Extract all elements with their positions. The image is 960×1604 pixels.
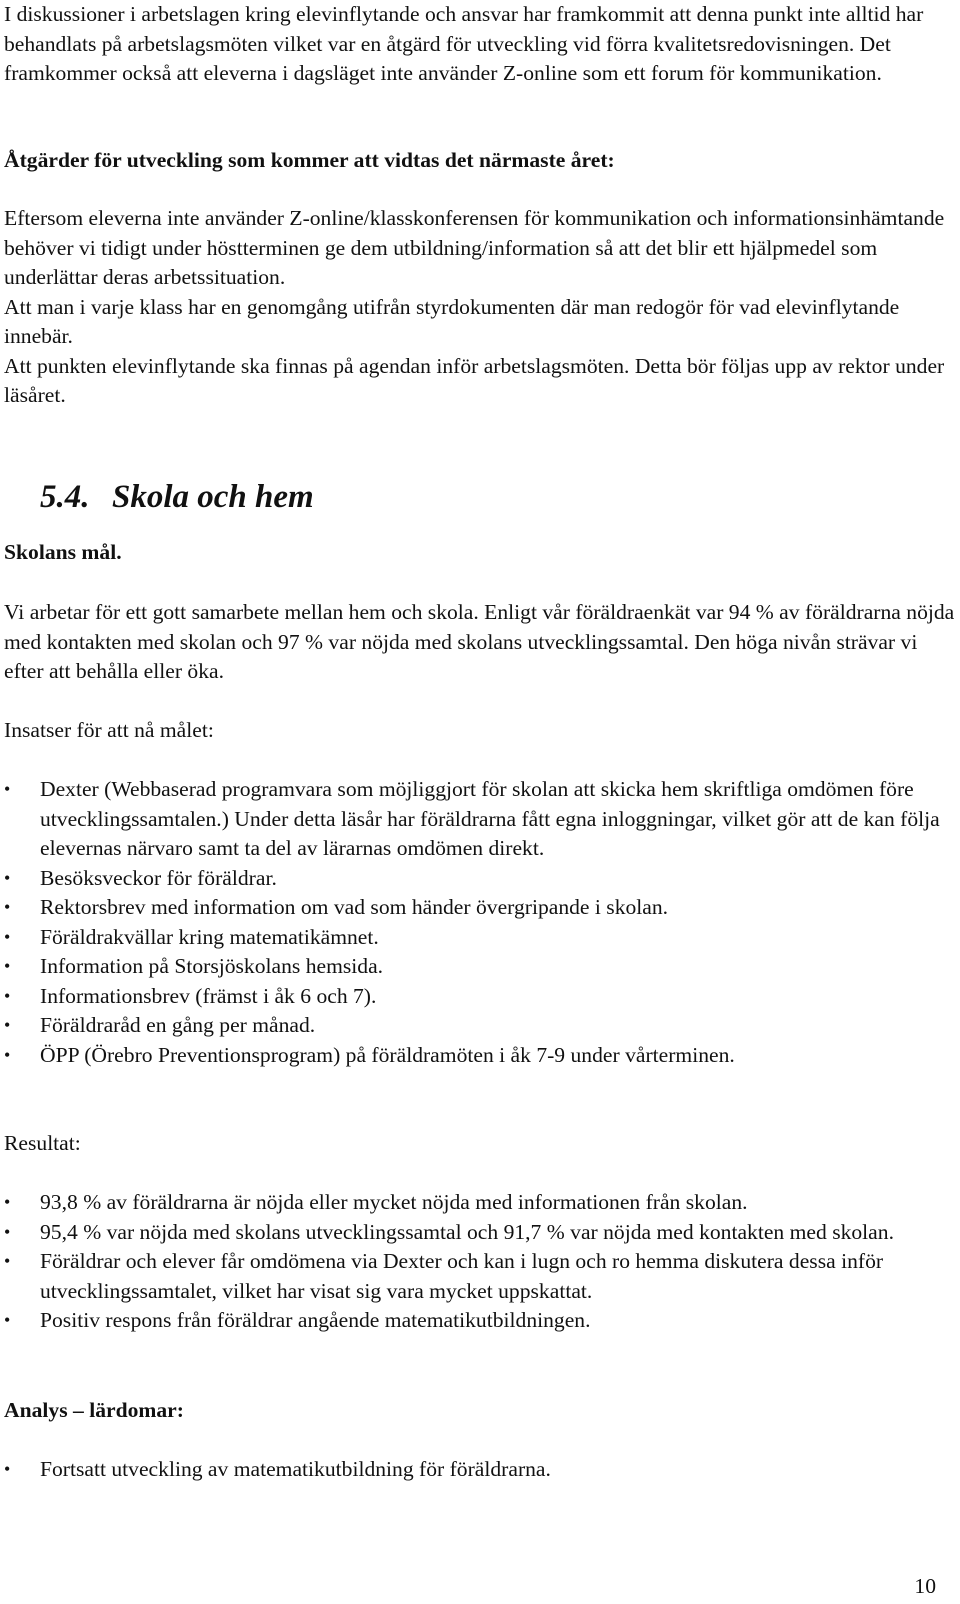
bullet-icon: • — [4, 985, 11, 1006]
section-heading — [40, 479, 314, 516]
bullet-icon: • — [4, 867, 11, 888]
analysis-list — [0, 1455, 956, 1485]
list-item: • 93,8 % av föräldrarna är nöjda eller mycket nöjda med informationen från skolan. — [0, 1188, 956, 1218]
list-item: • Föräldraråd en gång per månad. — [0, 1011, 956, 1041]
section-title: Skola och hem — [112, 479, 314, 515]
action-paragraph: Att punkten elevinflytande ska finnas på agendan inför arbetslagsmöten. Detta bör följas upp av rektor under läsåret. — [4, 353, 945, 407]
list-item: • Rektorsbrev med information om vad som händer övergripande i skolan. — [0, 893, 956, 923]
list-item: • Information på Storsjöskolans hemsida. — [0, 952, 956, 982]
list-item: • Besöksveckor för föräldrar. — [0, 864, 956, 894]
efforts-heading: Insatser för att nå målet: — [4, 718, 214, 742]
list-item: • Informationsbrev (främst i åk 6 och 7). — [0, 982, 956, 1012]
goals-paragraph: Vi arbetar för ett gott samarbete mellan hem och skola. Enligt vår föräldraenkät var 94 % av föräldrarna nöjda med kontakten med skolan och 97 % var nöjda med skolans utvecklingssamtal. Den höga nivån strävar vi efter att behålla eller öka. — [4, 600, 955, 683]
efforts-list — [0, 775, 956, 1070]
bullet-icon: • — [4, 926, 11, 947]
bullet-icon: • — [4, 956, 11, 976]
bullet-icon: • — [4, 779, 11, 799]
list-item: • Föräldrar och elever får omdömena via Dexter och kan i lugn och ro hemma diskutera dessa inför utvecklingssamtalet, vilket har visat sig vara mycket uppskattat. — [4, 1249, 884, 1303]
analysis-heading: Analys – lärdomar: — [4, 1398, 184, 1422]
action-paragraph: Att man i varje klass har en genomgång utifrån styrdokumenten där man redogör för vad elevinflytande innebär. — [4, 294, 900, 348]
bullet-icon: • — [4, 1251, 11, 1271]
results-heading: Resultat: — [4, 1131, 81, 1155]
actions-heading: Åtgärder för utveckling som kommer att vidtas det närmaste året: — [4, 148, 615, 172]
results-list — [0, 1188, 956, 1336]
goals-heading: Skolans mål. — [4, 540, 122, 564]
list-item: • Föräldrakvällar kring matematikämnet. — [0, 923, 956, 953]
bullet-icon: • — [4, 1015, 11, 1035]
bullet-icon: • — [4, 897, 11, 917]
bullet-icon: • — [4, 1192, 11, 1212]
actions-block — [4, 204, 956, 411]
list-item: • Positiv respons från föräldrar angående matematikutbildningen. — [0, 1306, 956, 1336]
page-number: 10 — [914, 1574, 936, 1598]
intro-paragraph: I diskussioner i arbetslagen kring elevinflytande och ansvar har framkommit att denna punkt inte alltid har behandlats på arbetslagsmöten vilket var en åtgärd för utveckling vid förra kvalitetsredovisningen. Det framkommer också att eleverna i dagsläget inte använder Z-online som ett forum för kommunikation. — [4, 2, 924, 85]
list-item: • Fortsatt utveckling av matematikutbildning för föräldrarna. — [0, 1455, 956, 1485]
list-item: • 95,4 % var nöjda med skolans utvecklingssamtal och 91,7 % var nöjda med kontakten med skolan. — [0, 1218, 956, 1248]
bullet-icon: • — [4, 1459, 11, 1479]
section-number: 5.4. — [40, 479, 90, 515]
action-paragraph: Eftersom eleverna inte använder Z-online/klasskonferensen för kommunikation och informationsinhämtande behöver vi tidigt under höstterminen ge dem utbildning/information så att det blir ett hjälpmedel som underlättar deras arbetssituation. — [4, 206, 945, 289]
bullet-icon: • — [4, 1044, 11, 1065]
bullet-icon: • — [4, 1221, 11, 1242]
bullet-icon: • — [4, 1310, 11, 1330]
list-item: • Dexter (Webbaserad programvara som möjliggjort för skolan att skicka hem skriftliga omdömen före utvecklingssamtalen.) Under detta läsår har föräldrarna fått egna inloggningar, vilket gör att de kan följa elevernas närvaro samt ta del av lärarnas omdömen direkt. — [4, 777, 940, 860]
list-item: • ÖPP (Örebro Preventionsprogram) på föräldramöten i åk 7-9 under vårterminen. — [0, 1041, 956, 1071]
